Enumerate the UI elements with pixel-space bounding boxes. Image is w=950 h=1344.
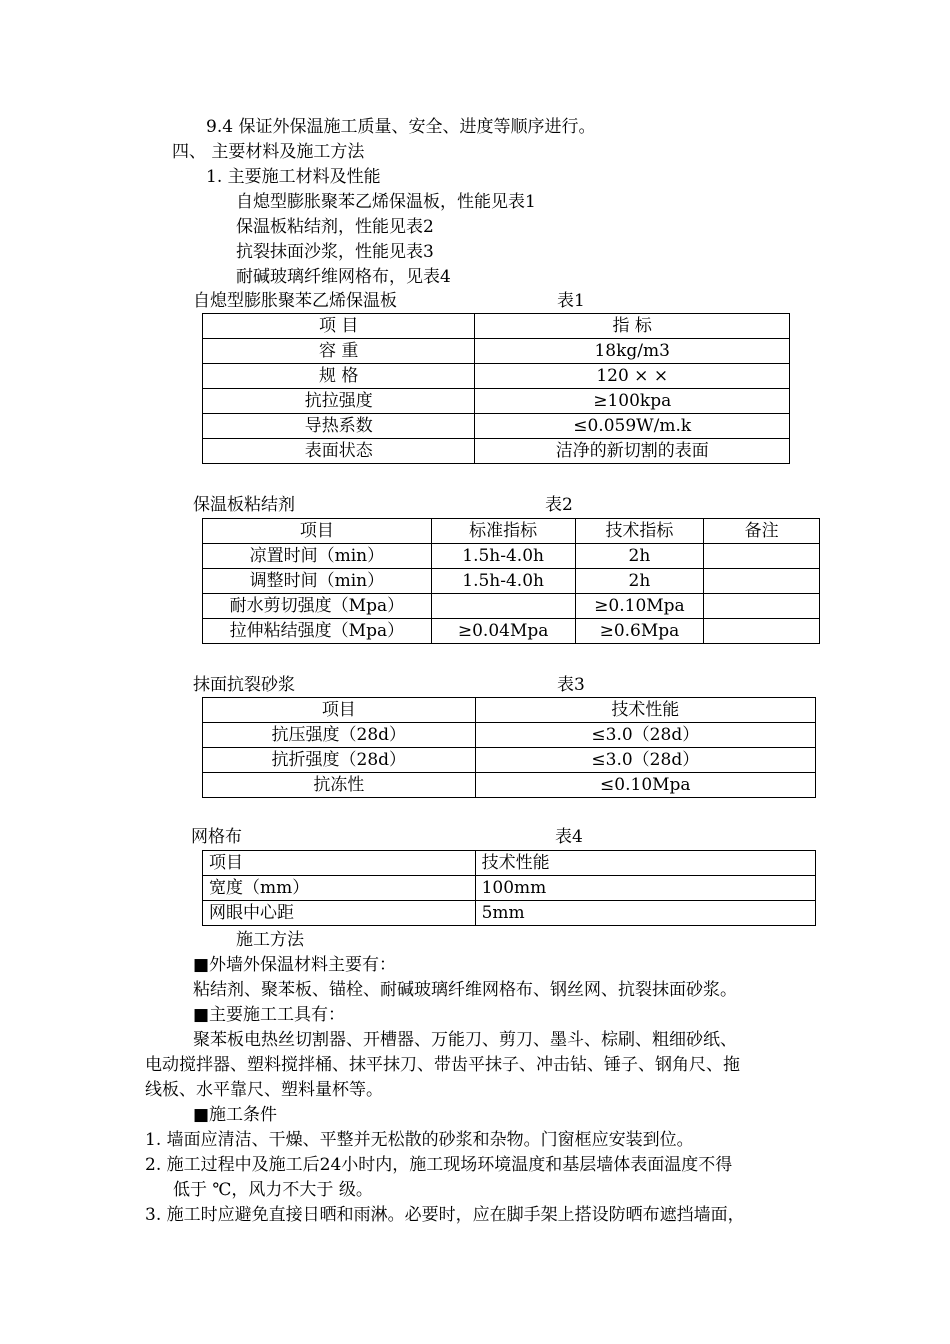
table-cell: 项目 [203,698,476,723]
table-row [203,901,816,926]
table-cell [431,594,575,619]
conditions-heading: ■施工条件 [193,1105,278,1125]
table3-label: 表3 [557,675,585,695]
condition-2-line-1: 2. 施工过程中及施工后24小时内，施工现场环境温度和基层墙体表面温度不得 [145,1155,733,1175]
table1 [202,313,790,464]
table-cell: ≥0.6Mpa [575,619,704,644]
tools-line-2: 电动搅拌器、塑料搅拌桶、抹平抹刀、带齿平抹子、冲击钻、锤子、钢角尺、拖 [145,1055,740,1075]
table-cell: 洁净的新切割的表面 [475,439,790,464]
table-cell: 2h [575,569,704,594]
tools-line-3: 线板、水平靠尺、塑料量杯等。 [145,1080,383,1100]
table-cell: 1.5h-4.0h [431,544,575,569]
table1-caption: 自熄型膨胀聚苯乙烯保温板 [193,291,397,311]
table-cell: 技术性能 [475,851,815,876]
table-row [203,544,820,569]
table-cell: ≤3.0（28d） [475,723,815,748]
condition-2-line-2: 低于 ℃，风力不大于 级。 [173,1180,373,1200]
table-row [203,723,816,748]
table1-label: 表1 [557,291,585,311]
table-cell: 抗拉强度 [203,389,475,414]
table-cell: 技术指标 [575,519,704,544]
line-9-4: 9.4 保证外保温施工质量、安全、进度等顺序进行。 [206,117,596,137]
table-cell [704,544,820,569]
material-line-2: 保温板粘结剂，性能见表2 [236,217,434,237]
table-row [203,773,816,798]
table-cell: 项目 [203,519,432,544]
tools-heading: ■主要施工工具有： [193,1005,346,1025]
table-cell [704,594,820,619]
table-cell: 网眼中心距 [203,901,476,926]
material-line-4: 耐碱玻璃纤维网格布，见表4 [236,267,451,287]
table-row [203,314,790,339]
table-row [203,519,820,544]
table-cell: 导热系数 [203,414,475,439]
table-row [203,619,820,644]
table-cell: 抗压强度（28d） [203,723,476,748]
table-row [203,439,790,464]
table-cell: ≥100kpa [475,389,790,414]
section-4-heading: 四、 主要材料及施工方法 [172,142,365,162]
table-cell: 项 目 [203,314,475,339]
table-row [203,594,820,619]
table-cell: 指 标 [475,314,790,339]
table-cell: 技术性能 [475,698,815,723]
table-cell: 18kg/m3 [475,339,790,364]
materials-body: 粘结剂、聚苯板、锚栓、耐碱玻璃纤维网格布、钢丝网、抗裂抹面砂浆。 [193,980,737,1000]
table-cell: 耐水剪切强度（Mpa） [203,594,432,619]
table-cell: 抗折强度（28d） [203,748,476,773]
table-row [203,414,790,439]
table-cell: 拉伸粘结强度（Mpa） [203,619,432,644]
table4 [202,850,816,926]
table-cell: ≥0.10Mpa [575,594,704,619]
table3 [202,697,816,798]
materials-heading: ■外墙外保温材料主要有： [193,955,397,975]
table-row [203,364,790,389]
subsection-1-heading: 1. 主要施工材料及性能 [206,167,381,187]
table-row [203,389,790,414]
table-row [203,698,816,723]
table-cell: 100mm [475,876,815,901]
table-cell: 宽度（mm） [203,876,476,901]
tools-line-1: 聚苯板电热丝切割器、开槽器、万能刀、剪刀、墨斗、棕刷、粗细砂纸、 [193,1030,737,1050]
table-cell: 表面状态 [203,439,475,464]
table-cell: 2h [575,544,704,569]
table-cell: 调整时间（min） [203,569,432,594]
table-cell: 规 格 [203,364,475,389]
table2-label: 表2 [545,495,573,515]
table4-label: 表4 [555,827,583,847]
table-cell: 5mm [475,901,815,926]
table-cell: ≤0.059W/m.k [475,414,790,439]
table4-caption: 网格布 [191,827,242,847]
material-line-1: 自熄型膨胀聚苯乙烯保温板，性能见表1 [236,192,536,212]
table-cell: ≥0.04Mpa [431,619,575,644]
table-cell [704,619,820,644]
table-cell: 标准指标 [431,519,575,544]
table2-caption: 保温板粘结剂 [193,495,295,515]
table-cell: 容 重 [203,339,475,364]
method-title: 施工方法 [236,930,304,950]
table-cell: 抗冻性 [203,773,476,798]
condition-3: 3. 施工时应避免直接日晒和雨淋。必要时，应在脚手架上搭设防晒布遮挡墙面， [145,1205,745,1225]
condition-1: 1. 墙面应清洁、干燥、平整并无松散的砂浆和杂物。门窗框应安装到位。 [145,1130,694,1150]
table-cell: 凉置时间（min） [203,544,432,569]
table-row [203,569,820,594]
table-row [203,876,816,901]
material-line-3: 抗裂抹面沙浆，性能见表3 [236,242,434,262]
table-cell: ≤3.0（28d） [475,748,815,773]
table2 [202,518,820,644]
table-cell: 备注 [704,519,820,544]
table-row [203,339,790,364]
table-cell: ≤0.10Mpa [475,773,815,798]
table-cell: 1.5h-4.0h [431,569,575,594]
table3-caption: 抹面抗裂砂浆 [193,675,295,695]
table-cell: 项目 [203,851,476,876]
table-row [203,748,816,773]
table-cell: 120 × × [475,364,790,389]
table-row [203,851,816,876]
table-cell [704,569,820,594]
